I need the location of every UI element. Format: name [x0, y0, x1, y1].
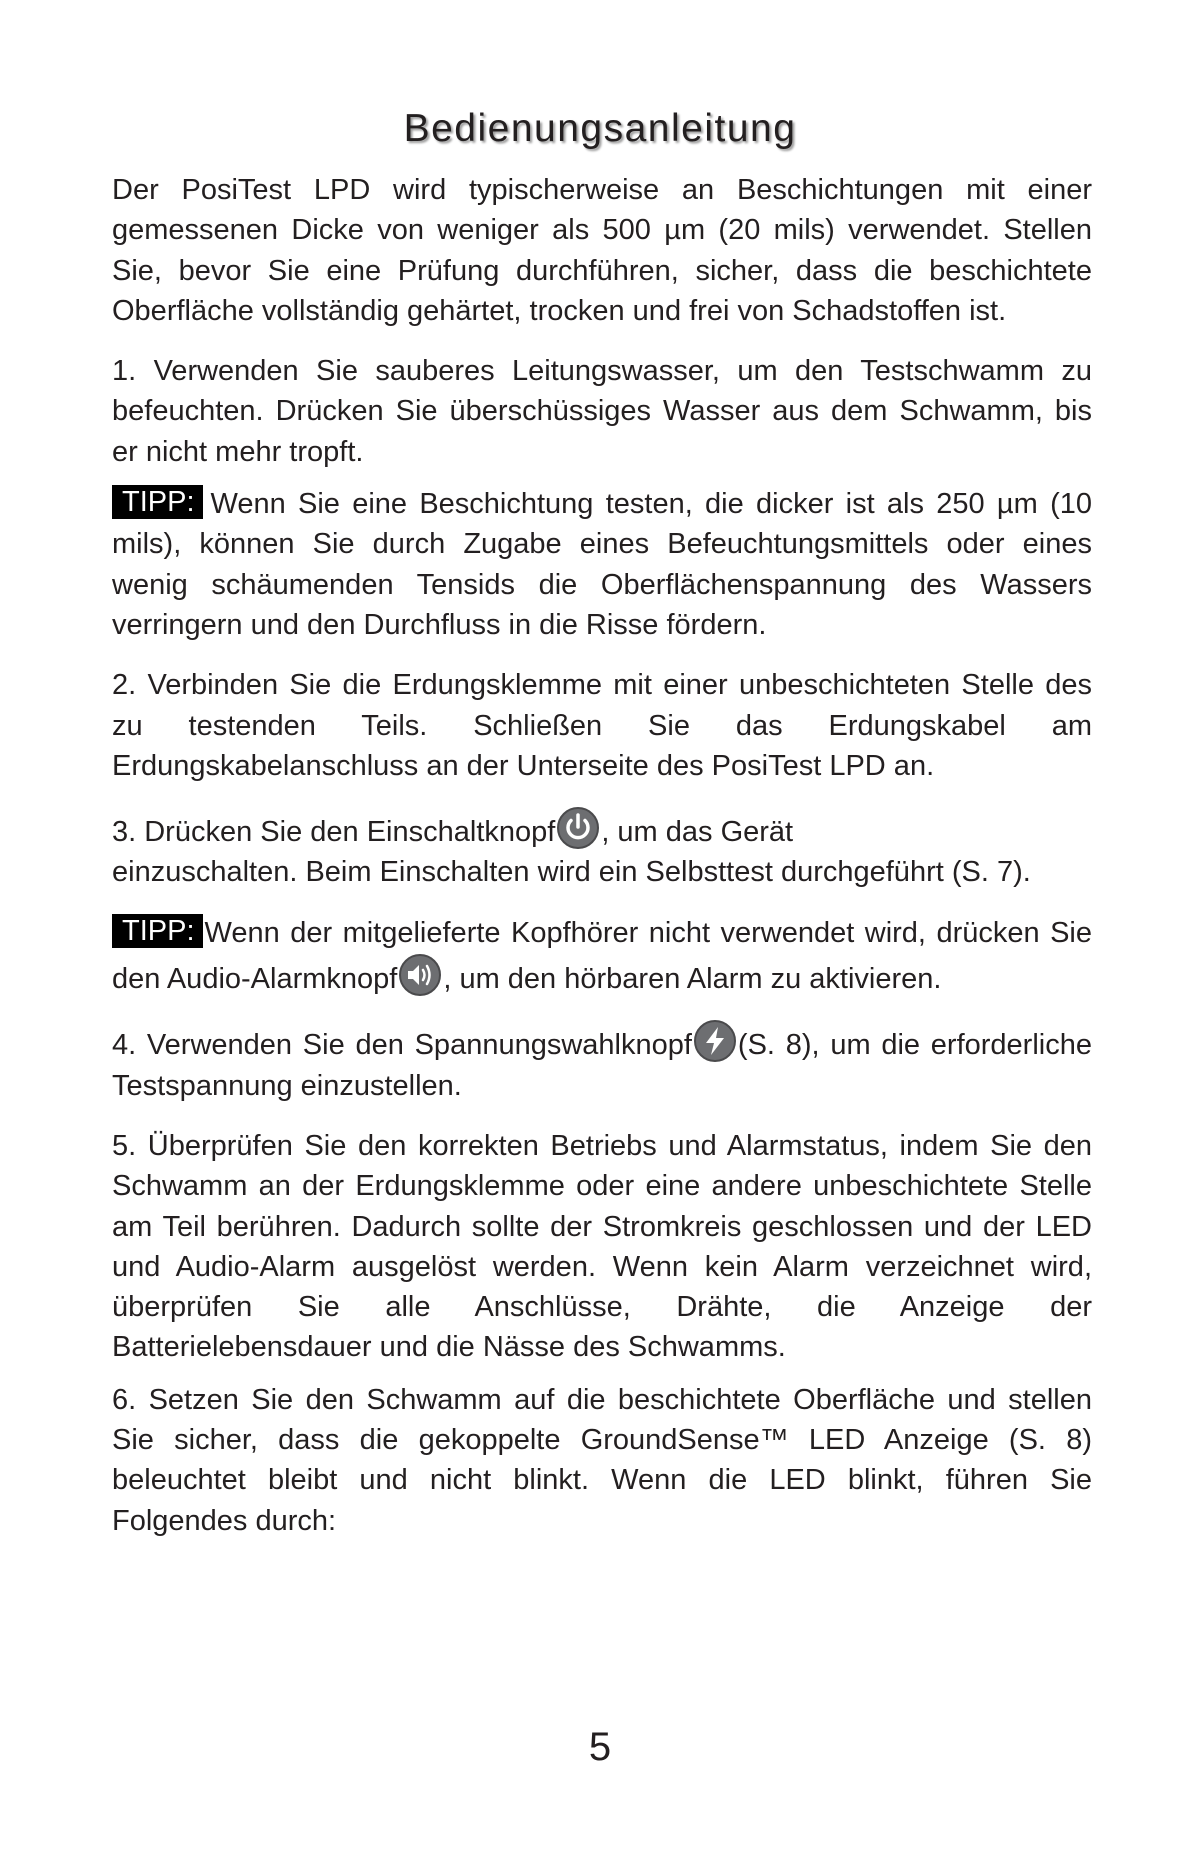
page-number: 5: [588, 1725, 612, 1769]
speaker-icon: [398, 953, 442, 997]
tip-1-text: Wenn Sie eine Beschichtung testen, die dicker ist als 250 µm (10 mils), können Sie durch Zugabe eines Befeuchtungsmittels oder eines wenig schäumenden Tensids die Oberflächenspannung des Wassers verringern und den Durchfluss in die Risse fördern.: [112, 488, 1092, 641]
tipp-badge: TIPP:: [112, 485, 203, 519]
step-4-paragraph: [112, 1019, 1092, 1106]
tip-2-text-after: , um den hörbaren Alarm zu aktivieren.: [443, 963, 942, 996]
step-4-text-before: 4. Verwenden Sie den Spannungswahlknopf: [112, 1029, 692, 1062]
step-5-paragraph: 5. Überprüfen Sie den korrekten Betriebs und Alarmstatus, indem Sie den Schwamm an der Erdungsklemme oder eine andere unbeschichtete Stelle am Teil berühren. Dadurch sollte der Stromkreis geschlossen und der LED und Audio-Alarm ausgelöst werden. Wenn kein Alarm verzeichnet wird, überprüfen Sie alle Anschlüsse, Drähte, die Anzeige der Batterielebensdauer und die Nässe des Schwamms.: [112, 1129, 1092, 1364]
power-icon: [556, 806, 600, 850]
step-3-text-after: , um das Gerät: [601, 816, 794, 849]
step-3-text-rest: einzuschalten. Beim Einschalten wird ein Selbsttest durchgeführt (S. 7).: [112, 856, 1031, 889]
page-content: [112, 170, 1092, 1561]
step-3-text-before: 3. Drücken Sie den Einschaltknopf: [112, 816, 556, 849]
tip-2-paragraph: [112, 913, 1092, 1000]
tip-2-text-before: Wenn der mitgelieferte Kopfhörer nicht verwendet wird, drücken Sie den Audio-Alarmknopf: [112, 916, 1092, 996]
step-4-text-after: (S. 8), um die erforderliche Testspannung einzustellen.: [112, 1029, 1092, 1102]
step-3-paragraph: [112, 806, 1092, 893]
step-1-paragraph: 1. Verwenden Sie sauberes Leitungswasser, um den Testschwamm zu befeuchten. Drücken Sie überschüssiges Wasser aus dem Schwamm, bis er nicht mehr tropft.: [112, 355, 1092, 468]
lightning-icon: [693, 1019, 737, 1063]
tipp-badge: TIPP:: [112, 914, 203, 948]
page-title: Bedienungsanleitung: [403, 107, 797, 150]
tip-1-paragraph: [112, 484, 1092, 645]
step-6-paragraph: 6. Setzen Sie den Schwamm auf die beschichtete Oberfläche und stellen Sie sicher, dass die gekoppelte GroundSense™ LED Anzeige (S. 8) beleuchtet bleibt und nicht blinkt. Wenn die LED blinkt, führen Sie Folgendes durch:: [112, 1383, 1092, 1537]
step-2-paragraph: 2. Verbinden Sie die Erdungsklemme mit einer unbeschichteten Stelle des zu testenden Teils. Schließen Sie das Erdungskabel am Erdungskabelanschluss an der Unterseite des PosiTest LPD an.: [112, 669, 1092, 782]
intro-paragraph: Der PosiTest LPD wird typischerweise an Beschichtungen mit einer gemessenen Dicke von weniger als 500 µm (20 mils) verwendet. Stellen Sie, bevor Sie eine Prüfung durchführen, sicher, dass die beschichtete Oberfläche vollständig gehärtet, trocken und frei von Schadstoffen ist.: [112, 174, 1092, 327]
